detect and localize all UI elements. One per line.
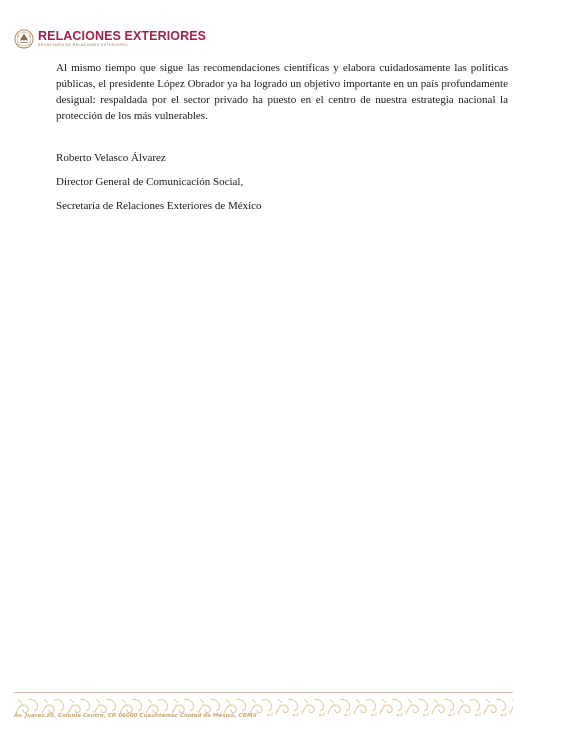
signature-institution: Secretaría de Relaciones Exteriores de México — [56, 200, 262, 212]
signature-block — [56, 150, 262, 222]
body-paragraph: Al mismo tiempo que sigue las recomendaciones científicas y elabora cuidadosamente las políticas públicas, el presidente López Obrador ya ha logrado un objetivo importante en un país profundamente desigual: respaldada por el sector privado ha puesto en el centro de nuestra estrategia nacional la protección de los más vulnerables. — [56, 62, 508, 122]
signature-position: Director General de Comunicación Social, — [56, 176, 244, 188]
coat-of-arms-icon — [14, 29, 34, 49]
signature-name: Roberto Velasco Álvarez — [56, 152, 166, 164]
header-logo — [14, 28, 206, 50]
footer-divider — [14, 692, 513, 693]
brand-title: RELACIONES EXTERIORES — [38, 29, 207, 44]
brand-subtitle: SECRETARÍA DE RELACIONES EXTERIORES — [38, 43, 128, 48]
brand — [38, 30, 206, 47]
footer-address: Av. Juárez 20, Colonia Centro, CP. 06000 Cuauhtémoc Ciudad de México, CDMX — [14, 713, 260, 719]
footer — [10, 692, 513, 722]
